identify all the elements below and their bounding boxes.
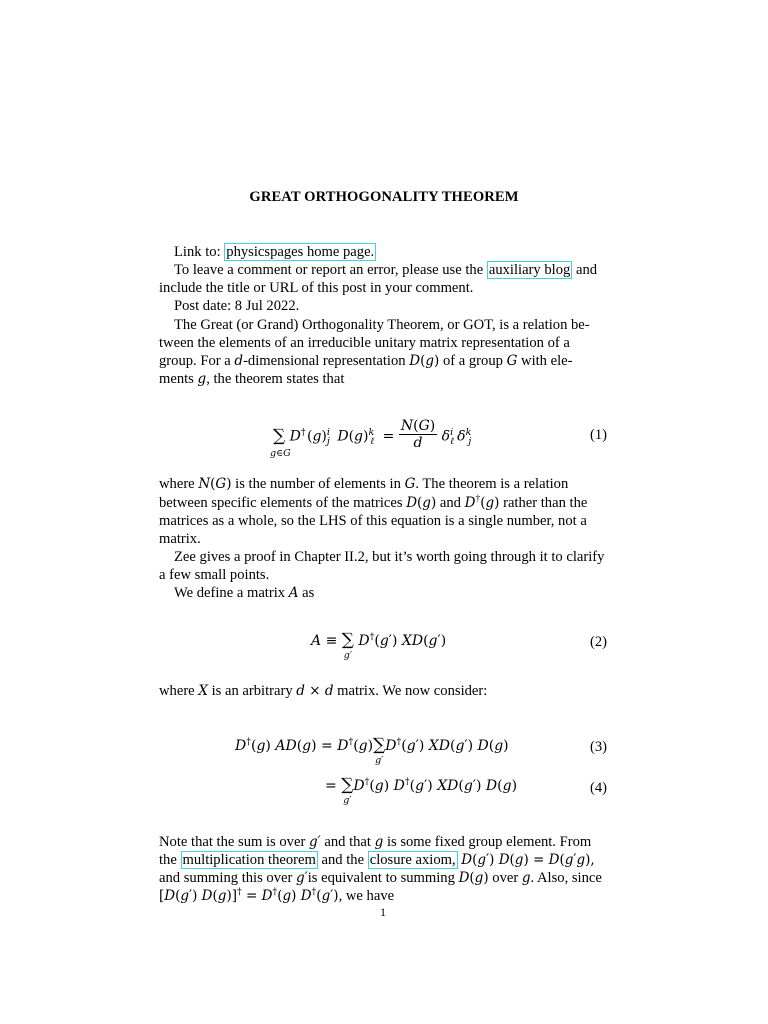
math-paren: ( bbox=[480, 495, 486, 511]
intro-text: with ele- bbox=[521, 353, 573, 369]
define-text: We define a matrix bbox=[174, 585, 286, 601]
where-text: and bbox=[439, 495, 461, 511]
note-line-1 bbox=[159, 833, 591, 851]
math-G: G bbox=[404, 476, 416, 492]
auxiliary-blog-link[interactable]: auxiliary blog bbox=[488, 262, 571, 278]
note-text: Note that the sum is over bbox=[159, 834, 306, 850]
math-product-identity: D(g′) D(g) = D(g′g), bbox=[461, 852, 595, 868]
equation-1: ∑ g∈G D† $(g)^i_j$ $D(g)^k_\ell$ = $\frac{N(G)}{d}$ $\delta^i_\ell$ $\delta^k_j$ bbox=[270, 418, 472, 459]
math-g-prime: g′ bbox=[296, 870, 308, 886]
intro-text: -dimensional representation bbox=[243, 353, 406, 369]
math-adjoint-identity: [D(g′) D(g)]† = D†(g) D†(g′) bbox=[159, 886, 339, 904]
where-line-2: between specific elements of the matrices D(g) and D†(g) rather than the bbox=[159, 494, 588, 511]
math-d: d bbox=[324, 683, 334, 699]
math-Dg: D(g) bbox=[458, 870, 489, 886]
comment-line-1 bbox=[159, 261, 597, 279]
comment-line-2: include the title or URL of this post in your comment. bbox=[159, 280, 474, 296]
math-g: g bbox=[521, 870, 531, 886]
intro-line-4 bbox=[159, 370, 344, 388]
note-line-4 bbox=[159, 887, 394, 905]
zee-line-2: a few small points. bbox=[159, 567, 270, 583]
where-text: . The theorem is a relation bbox=[415, 476, 569, 492]
math-paren: ) bbox=[226, 476, 232, 492]
math-g-prime: g′ bbox=[308, 834, 321, 850]
equation-number-3: (3) bbox=[590, 739, 608, 755]
arb-text: matrix. We now consider: bbox=[337, 683, 488, 699]
math-A: A bbox=[288, 585, 299, 601]
intro-text: of a group bbox=[442, 353, 503, 369]
equation-number-4: (4) bbox=[590, 780, 608, 796]
math-Dg: D bbox=[406, 495, 418, 511]
equation-4: = ∑ g′ D†(g) D†(g′) XD(g′) D(g) bbox=[325, 775, 518, 806]
equation-2: A ≡ ∑ g′ D†(g′) XD(g′) bbox=[311, 630, 447, 661]
page-title: GREAT ORTHOGONALITY THEOREM bbox=[249, 189, 519, 205]
note-line-2 bbox=[159, 851, 595, 869]
equation-3: D†(g) AD(g) = D†(g)∑ g′ D†(g′) XD(g′) D(g) bbox=[235, 735, 509, 766]
intro-line-3 bbox=[159, 352, 573, 370]
define-line bbox=[159, 584, 314, 602]
math-paren: ) bbox=[494, 495, 500, 511]
sum-symbol: ∑ g′ bbox=[341, 630, 354, 661]
arb-text: is an arbitrary bbox=[211, 683, 293, 699]
math-paren: ) bbox=[430, 495, 437, 511]
where-text: is the number of elements in bbox=[235, 476, 401, 492]
comment-text-before: To leave a comment or report an error, please use the bbox=[174, 262, 484, 278]
sum-symbol: ∑ g′ bbox=[373, 735, 386, 766]
fraction-NG-over-d: $\frac{N(G)}{d}$ bbox=[400, 418, 436, 451]
intro-text: group. For a bbox=[159, 353, 231, 369]
where-text: between specific elements of the matrices bbox=[159, 495, 403, 511]
math-paren: ) bbox=[434, 353, 440, 369]
equation-number-1: (1) bbox=[590, 427, 608, 443]
math-NG: N bbox=[198, 476, 211, 492]
home-page-link[interactable]: physicspages home page. bbox=[226, 244, 375, 260]
sum-symbol: ∑ g∈G bbox=[270, 425, 291, 459]
note-text: over bbox=[492, 870, 519, 886]
math-paren: ( bbox=[417, 495, 423, 511]
where-line-4: matrix. bbox=[159, 531, 201, 547]
comment-text-after: and bbox=[575, 262, 598, 278]
math-d-times-d: d bbox=[296, 683, 305, 699]
note-text: and that bbox=[324, 834, 371, 850]
note-text: and summing this over bbox=[159, 870, 293, 886]
note-text: is some fixed group element. From bbox=[386, 834, 592, 850]
define-text: as bbox=[302, 585, 315, 601]
closure-axiom-link[interactable]: closure axiom, bbox=[369, 852, 456, 868]
intro-line-2: tween the elements of an irreducible unitary matrix representation of a bbox=[159, 335, 570, 351]
intro-text: , the theorem states that bbox=[206, 371, 345, 387]
where-line-1 bbox=[159, 475, 568, 493]
note-text: the bbox=[159, 852, 177, 868]
where-text: rather than the bbox=[503, 495, 588, 511]
math-X: X bbox=[198, 683, 208, 699]
note-text: and the bbox=[321, 852, 365, 868]
math-times: × bbox=[304, 683, 325, 699]
note-line-3 bbox=[159, 869, 602, 887]
arb-text: where bbox=[159, 683, 195, 699]
note-text: is equivalent to summing bbox=[307, 870, 455, 886]
math-g: g bbox=[197, 371, 207, 387]
math-G: G bbox=[215, 476, 227, 492]
multiplication-theorem-link[interactable]: multiplication theorem bbox=[182, 852, 316, 868]
math-d: d bbox=[234, 353, 244, 369]
zee-line-1: Zee gives a proof in Chapter II.2, but it’s worth going through it to clarify bbox=[174, 549, 605, 565]
page-number: 1 bbox=[380, 905, 386, 919]
where-line-3: matrices as a whole, so the LHS of this equation is a single number, not a bbox=[159, 513, 587, 529]
math-g: g bbox=[425, 353, 434, 369]
math-paren: ( bbox=[420, 353, 426, 369]
math-paren: ( bbox=[210, 476, 216, 492]
intro-text: ments bbox=[159, 371, 194, 387]
math-G: G bbox=[506, 353, 518, 369]
math-g: g bbox=[422, 495, 431, 511]
note-text: . Also, since bbox=[530, 870, 602, 886]
math-g: g bbox=[485, 495, 495, 511]
intro-line-1: The Great (or Grand) Orthogonality Theorem, or GOT, is a relation be- bbox=[174, 317, 590, 333]
post-date: Post date: 8 Jul 2022. bbox=[174, 298, 300, 314]
link-to-label: Link to: bbox=[174, 244, 221, 260]
math-Ddagger-g: D bbox=[464, 495, 476, 511]
link-line bbox=[159, 243, 376, 261]
sum-symbol: ∑ g′ bbox=[341, 775, 354, 806]
where-text: where bbox=[159, 476, 195, 492]
equation-number-2: (2) bbox=[590, 634, 608, 650]
math-Dg: D bbox=[409, 353, 421, 369]
note-text: , we have bbox=[338, 888, 395, 904]
math-g: g bbox=[374, 834, 384, 850]
arbitrary-line bbox=[159, 682, 487, 700]
